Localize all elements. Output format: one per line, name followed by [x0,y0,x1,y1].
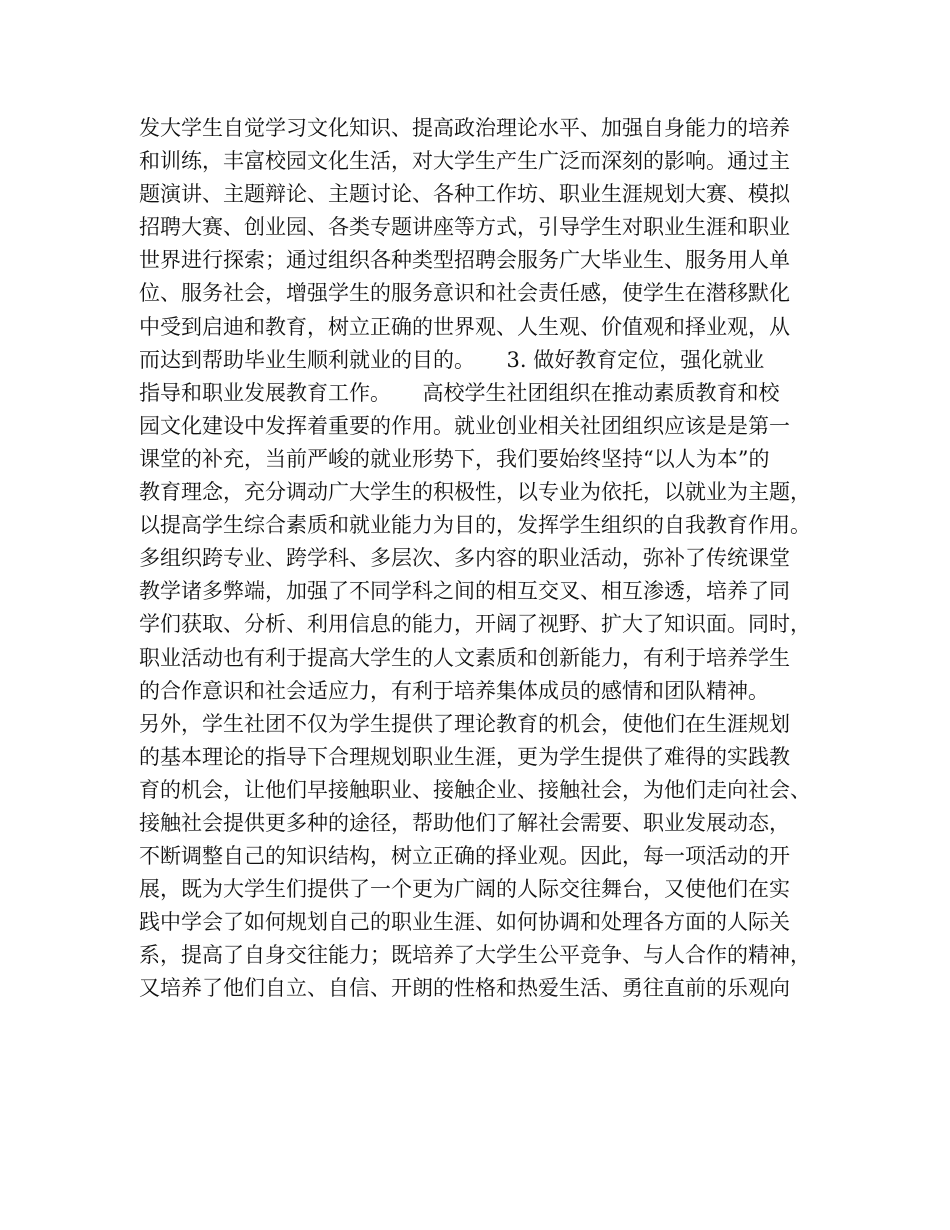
text-line-15: 教学诸多弊端，加强了不同学科之间的相互交叉、相互渗透，培养了同 [139,579,790,604]
text-line-23: 不断调整自己的知识结构，树立正确的择业观。因此，每一项活动的开 [139,844,790,869]
text-line-11: 课堂的补充，当前严峻的就业形势下，我们要始终坚持“以人为本”的 [139,446,770,471]
text-line-18: 的合作意识和社会适应力，有利于培养集体成员的感情和团队精神。 [139,678,769,703]
body-text [139,112,839,1006]
text-line-6: 位、服务社会，增强学生的服务意识和社会责任感，使学生在潜移默化 [139,281,790,306]
text-line-5: 世界进行探索；通过组织各种类型招聘会服务广大毕业生、服务用人单 [139,248,790,273]
text-line-12: 教育理念，充分调动广大学生的积极性，以专业为依托，以就业为主题， [139,480,811,505]
text-line-10: 园文化建设中发挥着重要的作用。就业创业相关社团组织应该是是第一 [139,413,790,438]
text-line-9: 指导和职业发展教育工作。 高校学生社团组织在推动素质教育和校 [139,380,780,405]
text-line-26: 系，提高了自身交往能力；既培养了大学生公平竞争、与人合作的精神， [139,943,811,968]
text-line-1: 发大学生自觉学习文化知识、提高政治理论水平、加强自身能力的培养 [139,116,790,140]
text-line-19: 另外，学生社团不仅为学生提供了理论教育的机会，使他们在生涯规划 [139,711,790,736]
text-line-3: 题演讲、主题辩论、主题讨论、各种工作坊、职业生涯规划大赛、模拟 [139,182,790,207]
text-line-8: 而达到帮助毕业生顺利就业的目的。 3. 做好教育定位，强化就业 [139,347,765,372]
text-line-20: 的基本理论的指导下合理规划职业生涯，更为学生提供了难得的实践教 [139,744,790,769]
text-line-17: 职业活动也有利于提高大学生的人文素质和创新能力，有利于培养学生 [139,645,790,670]
text-line-25: 践中学会了如何规划自己的职业生涯、如何协调和处理各方面的人际关 [139,910,790,935]
text-line-13: 以提高学生综合素质和就业能力为目的，发挥学生组织的自我教育作用。 [139,513,811,538]
text-line-7: 中受到启迪和教育，树立正确的世界观、人生观、价值观和择业观，从 [139,314,790,339]
text-line-21: 育的机会，让他们早接触职业、接触企业、接触社会，为他们走向社会、 [139,777,811,802]
text-line-22: 接触社会提供更多种的途径，帮助他们了解社会需要、职业发展动态， [139,810,790,835]
text-line-4: 招聘大赛、创业园、各类专题讲座等方式，引导学生对职业生涯和职业 [139,215,790,240]
text-line-16: 学们获取、分析、利用信息的能力，开阔了视野、扩大了知识面。同时， [139,612,811,637]
text-line-2: 和训练，丰富校园文化生活，对大学生产生广泛而深刻的影响。通过主 [139,149,790,174]
text-line-27: 又培养了他们自立、自信、开朗的性格和热爱生活、勇往直前的乐观向 [139,976,790,1001]
text-line-14: 多组织跨专业、跨学科、多层次、多内容的职业活动，弥补了传统课堂 [139,546,790,571]
text-line-24: 展，既为大学生们提供了一个更为广阔的人际交往舞台，又使他们在实 [139,877,790,902]
